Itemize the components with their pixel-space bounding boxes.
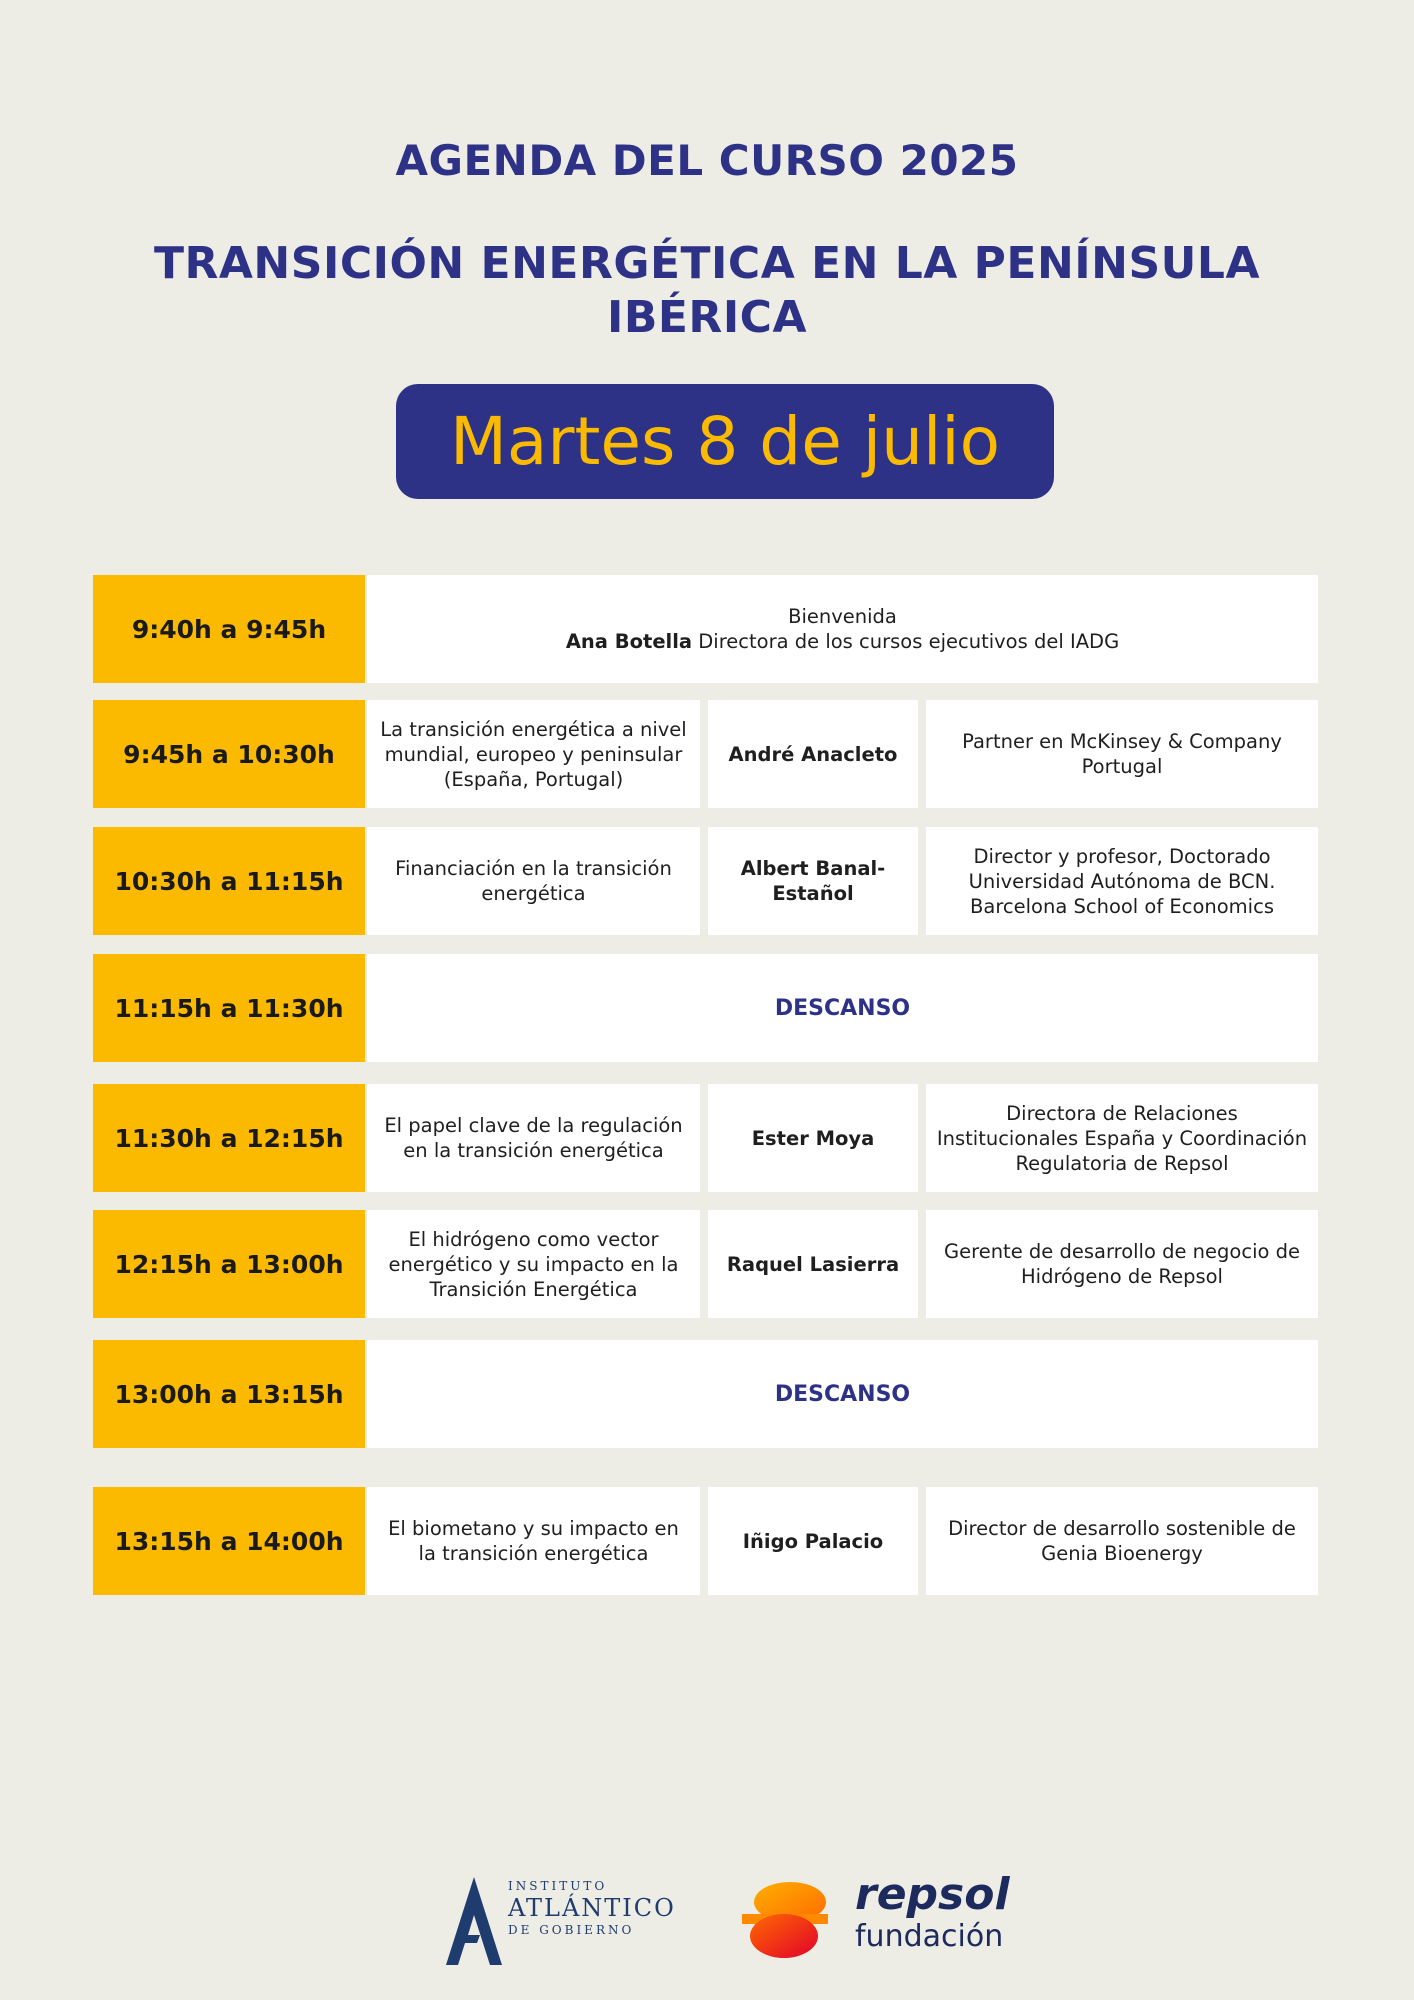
- time-slot: 13:15h a 14:00h: [93, 1487, 365, 1595]
- speaker-role: Gerente de desarrollo de negocio de Hidrógeno de Repsol: [926, 1210, 1318, 1318]
- welcome-speaker-line: [566, 629, 1119, 654]
- date-text: Martes 8 de julio: [449, 403, 1001, 480]
- time-slot: 9:40h a 9:45h: [93, 575, 365, 683]
- repsol-word: repsol: [855, 1869, 1010, 1920]
- speaker-role: Directora de Relaciones Institucionales España y Coordinación Regulatoria de Repsol: [926, 1084, 1318, 1192]
- agenda-row: [93, 700, 1318, 808]
- session-topic: Financiación en la transición energética: [367, 827, 700, 935]
- agenda-row: [93, 1210, 1318, 1318]
- speaker-name: Iñigo Palacio: [708, 1487, 918, 1595]
- welcome-cell: [367, 575, 1318, 683]
- agenda-row-break: [93, 1340, 1318, 1448]
- agenda-row-welcome: [93, 575, 1318, 683]
- instituto-atlantico-logo: [444, 1875, 684, 1967]
- time-slot: 13:00h a 13:15h: [93, 1340, 365, 1448]
- time-slot: 10:30h a 11:15h: [93, 827, 365, 935]
- speaker-name: Ana Botella: [565, 630, 693, 653]
- time-slot: 11:15h a 11:30h: [93, 954, 365, 1062]
- session-topic: La transición energética a nivel mundial, europeo y peninsular (España, Portugal): [367, 700, 700, 808]
- speaker-name: Raquel Lasierra: [708, 1210, 918, 1318]
- break-label: DESCANSO: [367, 1340, 1318, 1448]
- speaker-role: Director y profesor, Doctorado Universidad Autónoma de BCN. Barcelona School of Economics: [926, 827, 1318, 935]
- footer-logos: [0, 1870, 1414, 1970]
- welcome-label: Bienvenida: [788, 605, 897, 628]
- speaker-name: Albert Banal-Estañol: [708, 827, 918, 935]
- repsol-fundacion-logo: [855, 1870, 1010, 1954]
- atlantico-a-icon: [444, 1875, 504, 1967]
- repsol-flame-icon: [740, 1880, 830, 1960]
- agenda-row-break: [93, 954, 1318, 1062]
- speaker-role: Partner en McKinsey & Company Portugal: [926, 700, 1318, 808]
- session-topic: El papel clave de la regulación en la transición energética: [367, 1084, 700, 1192]
- repsol-sub: fundación: [855, 1919, 1004, 1954]
- time-slot: 9:45h a 10:30h: [93, 700, 365, 808]
- iag-line3: DE GOBIERNO: [508, 1923, 635, 1937]
- time-slot: 12:15h a 13:00h: [93, 1210, 365, 1318]
- time-slot: 11:30h a 12:15h: [93, 1084, 365, 1192]
- speaker-name: Ester Moya: [708, 1084, 918, 1192]
- agenda-row: [93, 827, 1318, 935]
- break-label: DESCANSO: [367, 954, 1318, 1062]
- agenda-row: [93, 1084, 1318, 1192]
- speaker-role: Director de desarrollo sostenible de Genia Bioenergy: [926, 1487, 1318, 1595]
- date-banner: [396, 384, 1054, 499]
- agenda-title: AGENDA DEL CURSO 2025: [395, 136, 1019, 185]
- course-title: TRANSICIÓN ENERGÉTICA EN LA PENÍNSULA IBÉRICA: [153, 238, 1261, 343]
- iag-line1: INSTITUTO: [508, 1879, 608, 1893]
- session-topic: El biometano y su impacto en la transición energética: [367, 1487, 700, 1595]
- session-topic: El hidrógeno como vector energético y su impacto en la Transición Energética: [367, 1210, 700, 1318]
- speaker-role: Directora de los cursos ejecutivos del IADG: [692, 630, 1120, 653]
- iag-line2: ATLÁNTICO: [508, 1894, 676, 1922]
- speaker-name: André Anacleto: [708, 700, 918, 808]
- agenda-row: [93, 1487, 1318, 1595]
